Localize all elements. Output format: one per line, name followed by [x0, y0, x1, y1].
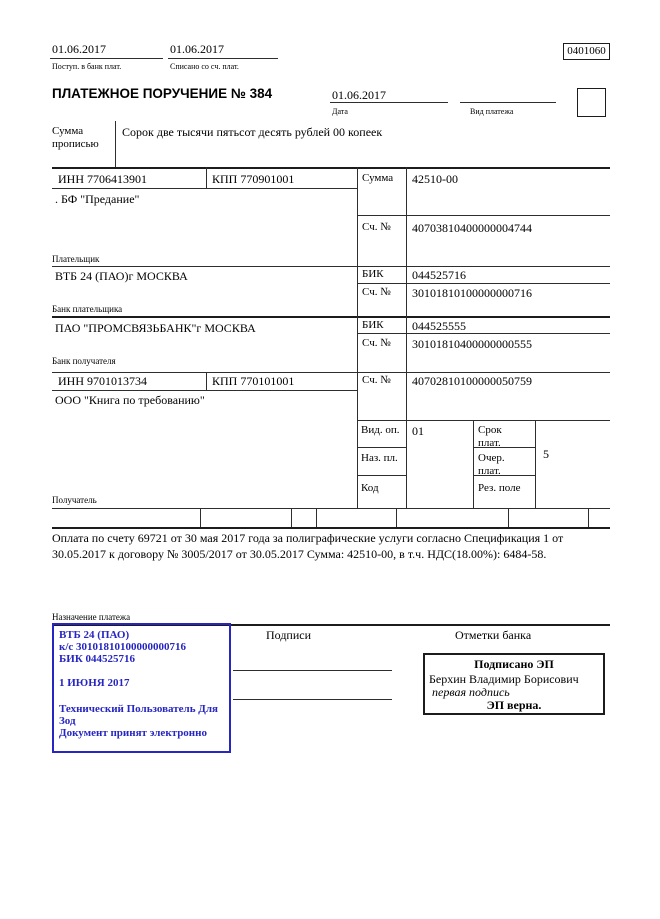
- reserve-label: Рез. поле: [478, 482, 521, 494]
- tax-row-bottom-border: [52, 527, 610, 529]
- payer-bank-section-label: Банк плательщика: [52, 304, 123, 314]
- amount-label: Сумма: [362, 172, 394, 184]
- esign-signer: Берхин Владимир Борисович: [429, 672, 579, 686]
- payee-bank-section-label: Банк получателя: [52, 356, 116, 366]
- inn-row-border: [52, 188, 357, 189]
- order-label: Очер. плат.: [478, 452, 505, 477]
- payer-section-label: Плательщик: [52, 254, 100, 264]
- stamp-corr-account: к/с 30101810100000000716: [59, 641, 187, 653]
- payee-bank-bik: 044525555: [412, 319, 466, 333]
- payee-account: 40702810100000050759: [412, 374, 532, 388]
- payment-kind-label: Вид платежа: [470, 107, 514, 116]
- label-value-divider: [406, 167, 407, 508]
- payee-bank-name: ПАО "ПРОМСВЯЗЬБАНК"г МОСКВА: [55, 321, 256, 335]
- tax-fields-divider: [396, 508, 397, 527]
- payer-bank-bik-divider: [357, 283, 610, 284]
- signature-line-2: [233, 699, 392, 700]
- payee-name: ООО "Книга по требованию": [55, 393, 205, 407]
- purpose-code-label: Наз. пл.: [361, 452, 398, 464]
- form-code-box: 0401060: [563, 43, 610, 60]
- esignature-box: [423, 653, 605, 715]
- payer-bank-bik-label: БИК: [362, 268, 384, 280]
- payee-inn: ИНН 9701013734: [58, 374, 147, 388]
- payer-bank-account: 30101810100000000716: [412, 286, 532, 300]
- document-date-label: Дата: [332, 107, 348, 116]
- stamp-bik: БИК 044525716: [59, 653, 136, 665]
- stamp-note: Документ принят электронно: [59, 727, 207, 739]
- payer-bank-name: ВТБ 24 (ПАО)г МОСКВА: [55, 269, 188, 283]
- payee-bank-section-border: [52, 372, 610, 373]
- amount-in-words-label: Сумма прописью: [52, 125, 99, 150]
- table-border-top: [52, 167, 610, 169]
- payee-bank-account: 30101810400000000555: [412, 337, 532, 351]
- payee-account-label: Сч. №: [362, 374, 391, 386]
- op-type-label: Вид. оп.: [361, 424, 400, 436]
- order-value: 5: [543, 447, 549, 461]
- inn-kpp-divider: [206, 167, 207, 188]
- purpose-line-1: Оплата по счету 69721 от 30 мая 2017 года за полиграфические услуги согласно Спецификация 1 от: [52, 531, 564, 545]
- op-label-divider-1: [357, 447, 406, 448]
- document-date-underline: [330, 102, 448, 103]
- tax-fields-divider: [588, 508, 589, 527]
- payee-inn-row-border: [52, 390, 357, 391]
- payer-account: 40703810400000004744: [412, 221, 532, 235]
- signature-line-1: [233, 670, 392, 671]
- esign-verified: ЭП верна.: [486, 698, 542, 712]
- payer-kpp: КПП 770901001: [212, 172, 295, 186]
- payment-kind-underline: [460, 102, 556, 103]
- debited-date: 01.06.2017: [170, 42, 224, 56]
- tax-fields-divider: [316, 508, 317, 527]
- payee-section-label: Получатель: [52, 495, 97, 505]
- signatures-label: Подписи: [266, 628, 312, 642]
- payer-bank-section-border: [52, 316, 610, 318]
- stamp-bank-name: ВТБ 24 (ПАО): [59, 629, 130, 641]
- amount-in-words-value: Сорок две тысячи пятьсот десять рублей 00 копеек: [122, 125, 383, 139]
- bank-acceptance-stamp: [52, 623, 231, 753]
- received-date-underline: [50, 58, 163, 59]
- op-label-divider-2: [357, 475, 406, 476]
- payee-bank-account-label: Сч. №: [362, 337, 391, 349]
- received-date-label: Поступ. в банк плат.: [52, 62, 122, 71]
- purpose-section-label: Назначение платежа: [52, 612, 131, 622]
- payee-inn-kpp-divider: [206, 372, 207, 390]
- code-label: Код: [361, 482, 379, 494]
- payer-name: . БФ "Предание": [55, 192, 140, 206]
- payer-inn: ИНН 7706413901: [58, 172, 147, 186]
- op-type-value: 01: [412, 424, 424, 438]
- tax-fields-divider: [508, 508, 509, 527]
- payer-bank-bik: 044525716: [412, 268, 466, 282]
- op-block-top-border: [357, 420, 610, 421]
- purpose-line-2: 30.05.2017 к договору № 3005/2017 от 30.05.2017 Сумма: 42510-00, в т.ч. НДС(18.00%): 6484-58.: [52, 547, 547, 561]
- debited-date-label: Списано со сч. плат.: [170, 62, 239, 71]
- payer-bank-account-label: Сч. №: [362, 286, 391, 298]
- esign-title: Подписано ЭП: [474, 657, 554, 671]
- stamp-date: 1 ИЮНЯ 2017: [59, 677, 130, 689]
- payer-account-label: Сч. №: [362, 221, 391, 233]
- amount-in-words-divider: [115, 121, 116, 168]
- esign-kind: первая подпись: [432, 685, 510, 699]
- payee-bank-bik-label: БИК: [362, 319, 384, 331]
- tax-fields-divider: [291, 508, 292, 527]
- payer-section-border: [52, 266, 610, 267]
- stamp-user: Технический Пользователь Для Зод: [59, 703, 218, 727]
- payment-kind-box: [577, 88, 606, 117]
- term-label: Срок плат.: [478, 424, 502, 449]
- document-title: ПЛАТЕЖНОЕ ПОРУЧЕНИЕ № 384: [52, 86, 273, 101]
- received-date: 01.06.2017: [52, 42, 106, 56]
- term-value-divider: [535, 420, 536, 508]
- debited-date-underline: [168, 58, 278, 59]
- amount-value: 42510-00: [412, 172, 458, 186]
- payee-bank-bik-divider: [357, 333, 610, 334]
- op-value-divider: [473, 420, 474, 508]
- tax-row-top-border: [52, 508, 610, 509]
- payee-kpp: КПП 770101001: [212, 374, 295, 388]
- table-middle-divider: [357, 167, 358, 508]
- tax-fields-divider: [200, 508, 201, 527]
- document-date: 01.06.2017: [332, 88, 386, 102]
- bank-marks-label: Отметки банка: [455, 628, 532, 642]
- sum-account-divider: [357, 215, 610, 216]
